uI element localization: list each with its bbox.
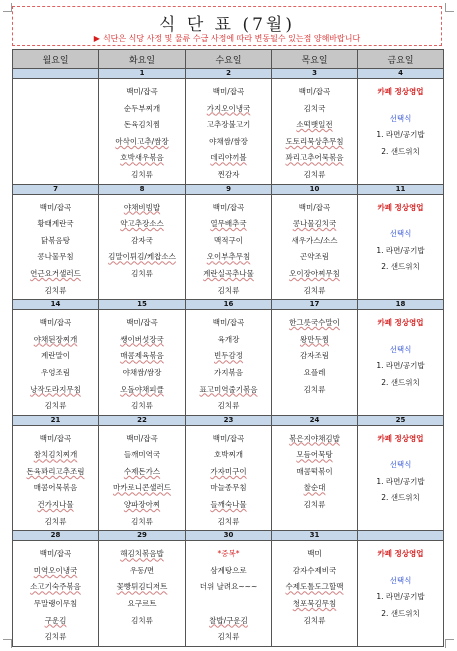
menu-list [99,426,185,531]
date-cell: 10 [272,184,358,194]
menu-cell [13,425,99,531]
menu-item: 해김치볶음밥 [120,549,164,559]
menu-cell [99,310,186,416]
menu-item: 야채된장찌개 [33,334,78,344]
menu-item: 계란실곡추나물 [203,268,254,278]
cafe-status: 카페 정상영업 [377,87,424,96]
menu-list [13,195,98,300]
page-corner-mark [3,3,12,12]
menu-item: 황태계란국 [37,219,74,229]
menu-row [13,425,444,531]
menu-list [272,541,357,629]
menu-item: 수제돈가스 [123,466,161,476]
menu-cell [186,194,272,300]
menu-item: 연근요거샐러드 [30,268,81,278]
cafe-cell [358,425,444,531]
menu-item: 김치류 [303,285,326,295]
weekday-header: 목요일 [272,50,358,69]
cafe-info [358,426,443,507]
weekday-header: 금요일 [358,50,444,69]
cafe-option-title: 선택식 [389,575,412,585]
menu-item: 김치류 [303,500,326,510]
date-cell: 25 [358,415,444,425]
menu-item: 오이부추무침 [206,252,251,262]
date-row [13,184,444,194]
menu-cell [272,541,358,647]
date-cell: 31 [272,531,358,541]
menu-list [186,426,271,531]
menu-cell [272,425,358,531]
cafe-option: 2. 샌드위치 [381,146,420,156]
menu-item: 맥적구이 [214,235,243,245]
menu-item: 찰밥/구운김 [209,615,248,625]
menu-item: 쌩이버섯장국 [120,334,164,344]
menu-item: 약고추장소스 [120,219,164,229]
notice-text: 식단은 식당 사정 및 물류 수급 사정에 따라 변동될수 있는점 양해바랍니다 [102,34,361,43]
menu-item: 매콤어묵볶음 [33,483,78,493]
menu-item: 찐감자 [217,169,240,179]
date-cell: 21 [13,415,99,425]
menu-item: 백미/잡곡 [126,318,158,328]
date-row [13,415,444,425]
menu-item: 김치류 [131,615,153,625]
menu-item: 꽈리고추어묵볶음 [285,153,344,163]
cafe-option: 1. 라면/공기밥 [376,361,425,371]
menu-item: 콩나물김치국 [292,219,337,229]
menu-cell [272,310,358,416]
menu-item: 곤약조림 [300,252,329,262]
menu-item: 백미/잡곡 [39,202,72,212]
spacer [358,101,443,111]
date-cell: 29 [99,531,186,541]
menu-item: 우동/면 [129,565,155,575]
menu-row [13,541,444,647]
cafe-option-title: 선택식 [389,344,412,354]
date-cell: 2 [186,69,272,79]
date-row [13,531,444,541]
date-cell [358,531,444,541]
weekday-header: 월요일 [13,50,99,69]
cafe-status: 카페 정상영업 [377,549,424,559]
menu-cell [186,541,272,647]
meal-table-body [13,69,444,647]
date-cell: 30 [186,531,272,541]
cafe-option: 1. 라면/공기밥 [376,245,425,255]
menu-item: 김치류 [44,632,67,642]
menu-item: 들깨미역국 [123,450,161,460]
menu-item: 김치류 [131,401,153,411]
menu-item: 오돌야채피클 [120,384,164,394]
menu-list [13,426,98,531]
cafe-status: 카페 정상영업 [377,318,424,328]
cafe-info [358,541,443,622]
menu-item: 데리야끼볼 [210,153,247,163]
cafe-option-title: 선택식 [389,229,412,239]
menu-item: 백미/잡곡 [212,433,245,443]
menu-list [186,195,271,300]
date-cell: 14 [13,300,99,310]
menu-item: 마늘종무침 [210,483,247,493]
page-title: 식 단 표 (7월) [159,15,295,35]
cafe-option: 2. 샌드위치 [381,493,420,503]
spacer [358,447,443,457]
menu-item: 빈두감정 [214,351,243,361]
menu-item: 순두부찌개 [123,103,161,113]
menu-cell [13,79,99,185]
menu-item: 김치류 [217,401,240,411]
date-cell: 3 [272,69,358,79]
menu-item: 소떡뱃일전 [296,120,333,130]
menu-item: 양파장아찌 [123,500,161,510]
menu-list [13,541,98,646]
menu-item: 감자조림 [300,351,329,361]
menu-list [272,79,357,184]
menu-item: 김말이튀김/케찹소스 [108,252,176,262]
cafe-cell [358,310,444,416]
menu-item: 김치류 [131,169,153,179]
spacer [358,216,443,226]
menu-item: 꽃빵튀김디저트 [116,582,168,592]
arrow-right-icon: ▶ [93,34,100,43]
menu-cell [272,79,358,185]
menu-item: 호박찌개 [214,450,243,460]
menu-item: 호박새우볶음 [120,153,164,163]
cafe-option: 1. 라면/공기밥 [376,130,425,140]
menu-item: 백미/잡곡 [126,433,158,443]
menu-item: 김치류 [217,516,240,526]
menu-item: 야채비빔밥 [123,202,161,212]
cafe-option: 2. 샌드위치 [381,262,420,272]
menu-item: 백미/잡곡 [126,87,158,96]
menu-item: 구운김 [44,615,67,625]
menu-list [13,79,98,84]
date-cell: 1 [99,69,186,79]
menu-cell [13,194,99,300]
page-corner-mark [3,639,12,648]
menu-row [13,194,444,300]
date-row [13,300,444,310]
menu-item: 백미 [307,549,322,559]
cafe-info [358,195,443,276]
menu-item: 매콤떡볶이 [296,466,333,476]
menu-item: 육개장 [217,334,240,344]
menu-item: 김치류 [44,401,67,411]
date-cell: 9 [186,184,272,194]
cafe-info [358,310,443,391]
menu-cell [186,425,272,531]
meal-table [12,49,444,647]
cafe-option-title: 선택식 [389,113,412,123]
menu-item: 모듬어묵탕 [296,450,333,460]
weekday-header: 수요일 [186,50,272,69]
cafe-option: 1. 라면/공기밥 [376,476,425,486]
menu-item: 백미/잡곡 [39,318,72,328]
menu-item: 김치류 [303,169,326,179]
date-cell: 16 [186,300,272,310]
menu-item: 표고미역줄기볶음 [199,384,258,394]
menu-item: 김치국 [303,103,326,113]
menu-item: 김치류 [131,516,153,526]
menu-cell [186,310,272,416]
menu-item: 아삭이고추/쌈장 [115,136,169,146]
menu-item: 김치류 [44,516,67,526]
menu-list [272,195,357,300]
menu-cell [13,541,99,647]
menu-list [99,310,185,415]
menu-item: 백미/잡곡 [212,87,245,96]
title-box [12,6,442,46]
menu-row [13,310,444,416]
menu-item: 백미/잡곡 [212,318,245,328]
cafe-cell [358,79,444,185]
date-cell: 23 [186,415,272,425]
date-cell: 15 [99,300,186,310]
menu-item: 김치류 [217,285,240,295]
menu-item: 김치류 [217,632,240,642]
menu-item: 참치김치찌개 [33,450,78,460]
date-cell [13,69,99,79]
date-cell: 17 [272,300,358,310]
menu-item: 무말랭이무침 [33,599,78,609]
date-cell: 22 [99,415,186,425]
menu-item: 더위 날려요~~~ [199,582,258,592]
menu-item: 고추장불고기 [206,120,251,130]
spacer [358,332,443,342]
menu-list [99,541,185,629]
menu-list [186,310,271,415]
menu-item: 김치류 [131,268,153,278]
menu-item: 볶은지야채김밥 [289,433,340,443]
menu-item: 감자국 [131,235,153,245]
menu-list [272,426,357,514]
menu-item: 매콤제육볶음 [120,351,164,361]
menu-item: 낭작도라지무침 [30,384,81,394]
date-cell: 7 [13,184,99,194]
menu-cell [99,541,186,647]
menu-row [13,79,444,185]
menu-item: 한그릇국수말이 [289,318,340,328]
menu-item: 가지볶음 [214,367,243,377]
menu-item: 야채쌈/쌈장 [122,367,162,377]
page-corner-mark [445,639,454,648]
date-cell: 18 [358,300,444,310]
menu-cell [272,194,358,300]
menu-list [99,79,185,184]
notice-line [13,33,441,44]
menu-cell [99,79,186,185]
weekday-header-row [13,50,444,69]
menu-item: 새우가스/소스 [291,235,338,245]
cafe-status: 카페 정상영업 [377,202,424,212]
cafe-info [358,79,443,160]
menu-item: 가자미구이 [210,466,247,476]
menu-item: 백미/잡곡 [212,202,245,212]
menu-item: 수제도톨도그할맥 [285,582,344,592]
menu-item: 돈육김치찜 [123,120,161,130]
menu-item: 백미/잡곡 [39,433,72,443]
cafe-status: 카페 정상영업 [377,433,424,443]
menu-item: 미역오이냉국 [33,565,78,575]
cafe-option-title: 선택식 [389,460,412,470]
menu-item: 도토리묵상추무침 [285,136,344,146]
menu-item: 소고기숙주볶음 [30,582,81,592]
date-cell: 4 [358,69,444,79]
menu-item: 백미/잡곡 [39,549,72,559]
menu-item: 왕만두찜 [300,334,329,344]
menu-list [272,310,357,398]
menu-item: 닭볶음탕 [41,235,70,245]
cafe-option: 2. 샌드위치 [381,609,420,619]
menu-item: 삼계탕으로 [210,565,247,575]
spacer [358,563,443,573]
menu-item: 야채쌈/쌈장 [209,136,248,146]
menu-item: 들깨숙나물 [210,500,247,510]
menu-cell [99,194,186,300]
menu-item: 요구르트 [127,599,157,609]
menu-item: 청포묵김무침 [292,599,337,609]
menu-cell [13,310,99,416]
menu-list [186,79,271,184]
menu-item: 가지오이냉국 [206,103,251,113]
menu-cell [99,425,186,531]
date-row [13,69,444,79]
date-cell: 8 [99,184,186,194]
menu-item: 콩나물무침 [37,252,74,262]
menu-item: 계란말이 [41,351,70,361]
menu-item: 김치류 [44,285,67,295]
menu-item: 마카로니콘샐러드 [113,483,171,493]
cafe-cell [358,194,444,300]
date-cell: 28 [13,531,99,541]
menu-item: 우엉조림 [41,367,70,377]
cafe-cell [358,541,444,647]
menu-item: 감자수제비국 [292,565,337,575]
menu-item: *중복* [217,549,240,559]
page-corner-mark [445,3,454,12]
date-cell: 24 [272,415,358,425]
menu-item: 열무배추국 [210,219,247,229]
menu-list [99,195,185,283]
weekday-header: 화요일 [99,50,186,69]
menu-item: 백미/잡곡 [298,202,331,212]
menu-item: 김치류 [303,384,326,394]
menu-item: 오이장아찌무침 [289,268,340,278]
menu-item: 찰순대 [303,483,326,493]
menu-item [186,596,271,613]
menu-item: 요플레 [303,367,326,377]
menu-item: 백미/잡곡 [298,87,331,96]
menu-list [186,541,271,646]
menu-list [13,310,98,415]
cafe-option: 1. 라면/공기밥 [376,592,425,602]
date-cell: 11 [358,184,444,194]
menu-item: 돈육꽈리고추조림 [26,466,85,476]
menu-item: 건가지나물 [37,500,74,510]
cafe-option: 2. 샌드위치 [381,377,420,387]
menu-cell [186,79,272,185]
menu-item: 김치류 [303,615,326,625]
